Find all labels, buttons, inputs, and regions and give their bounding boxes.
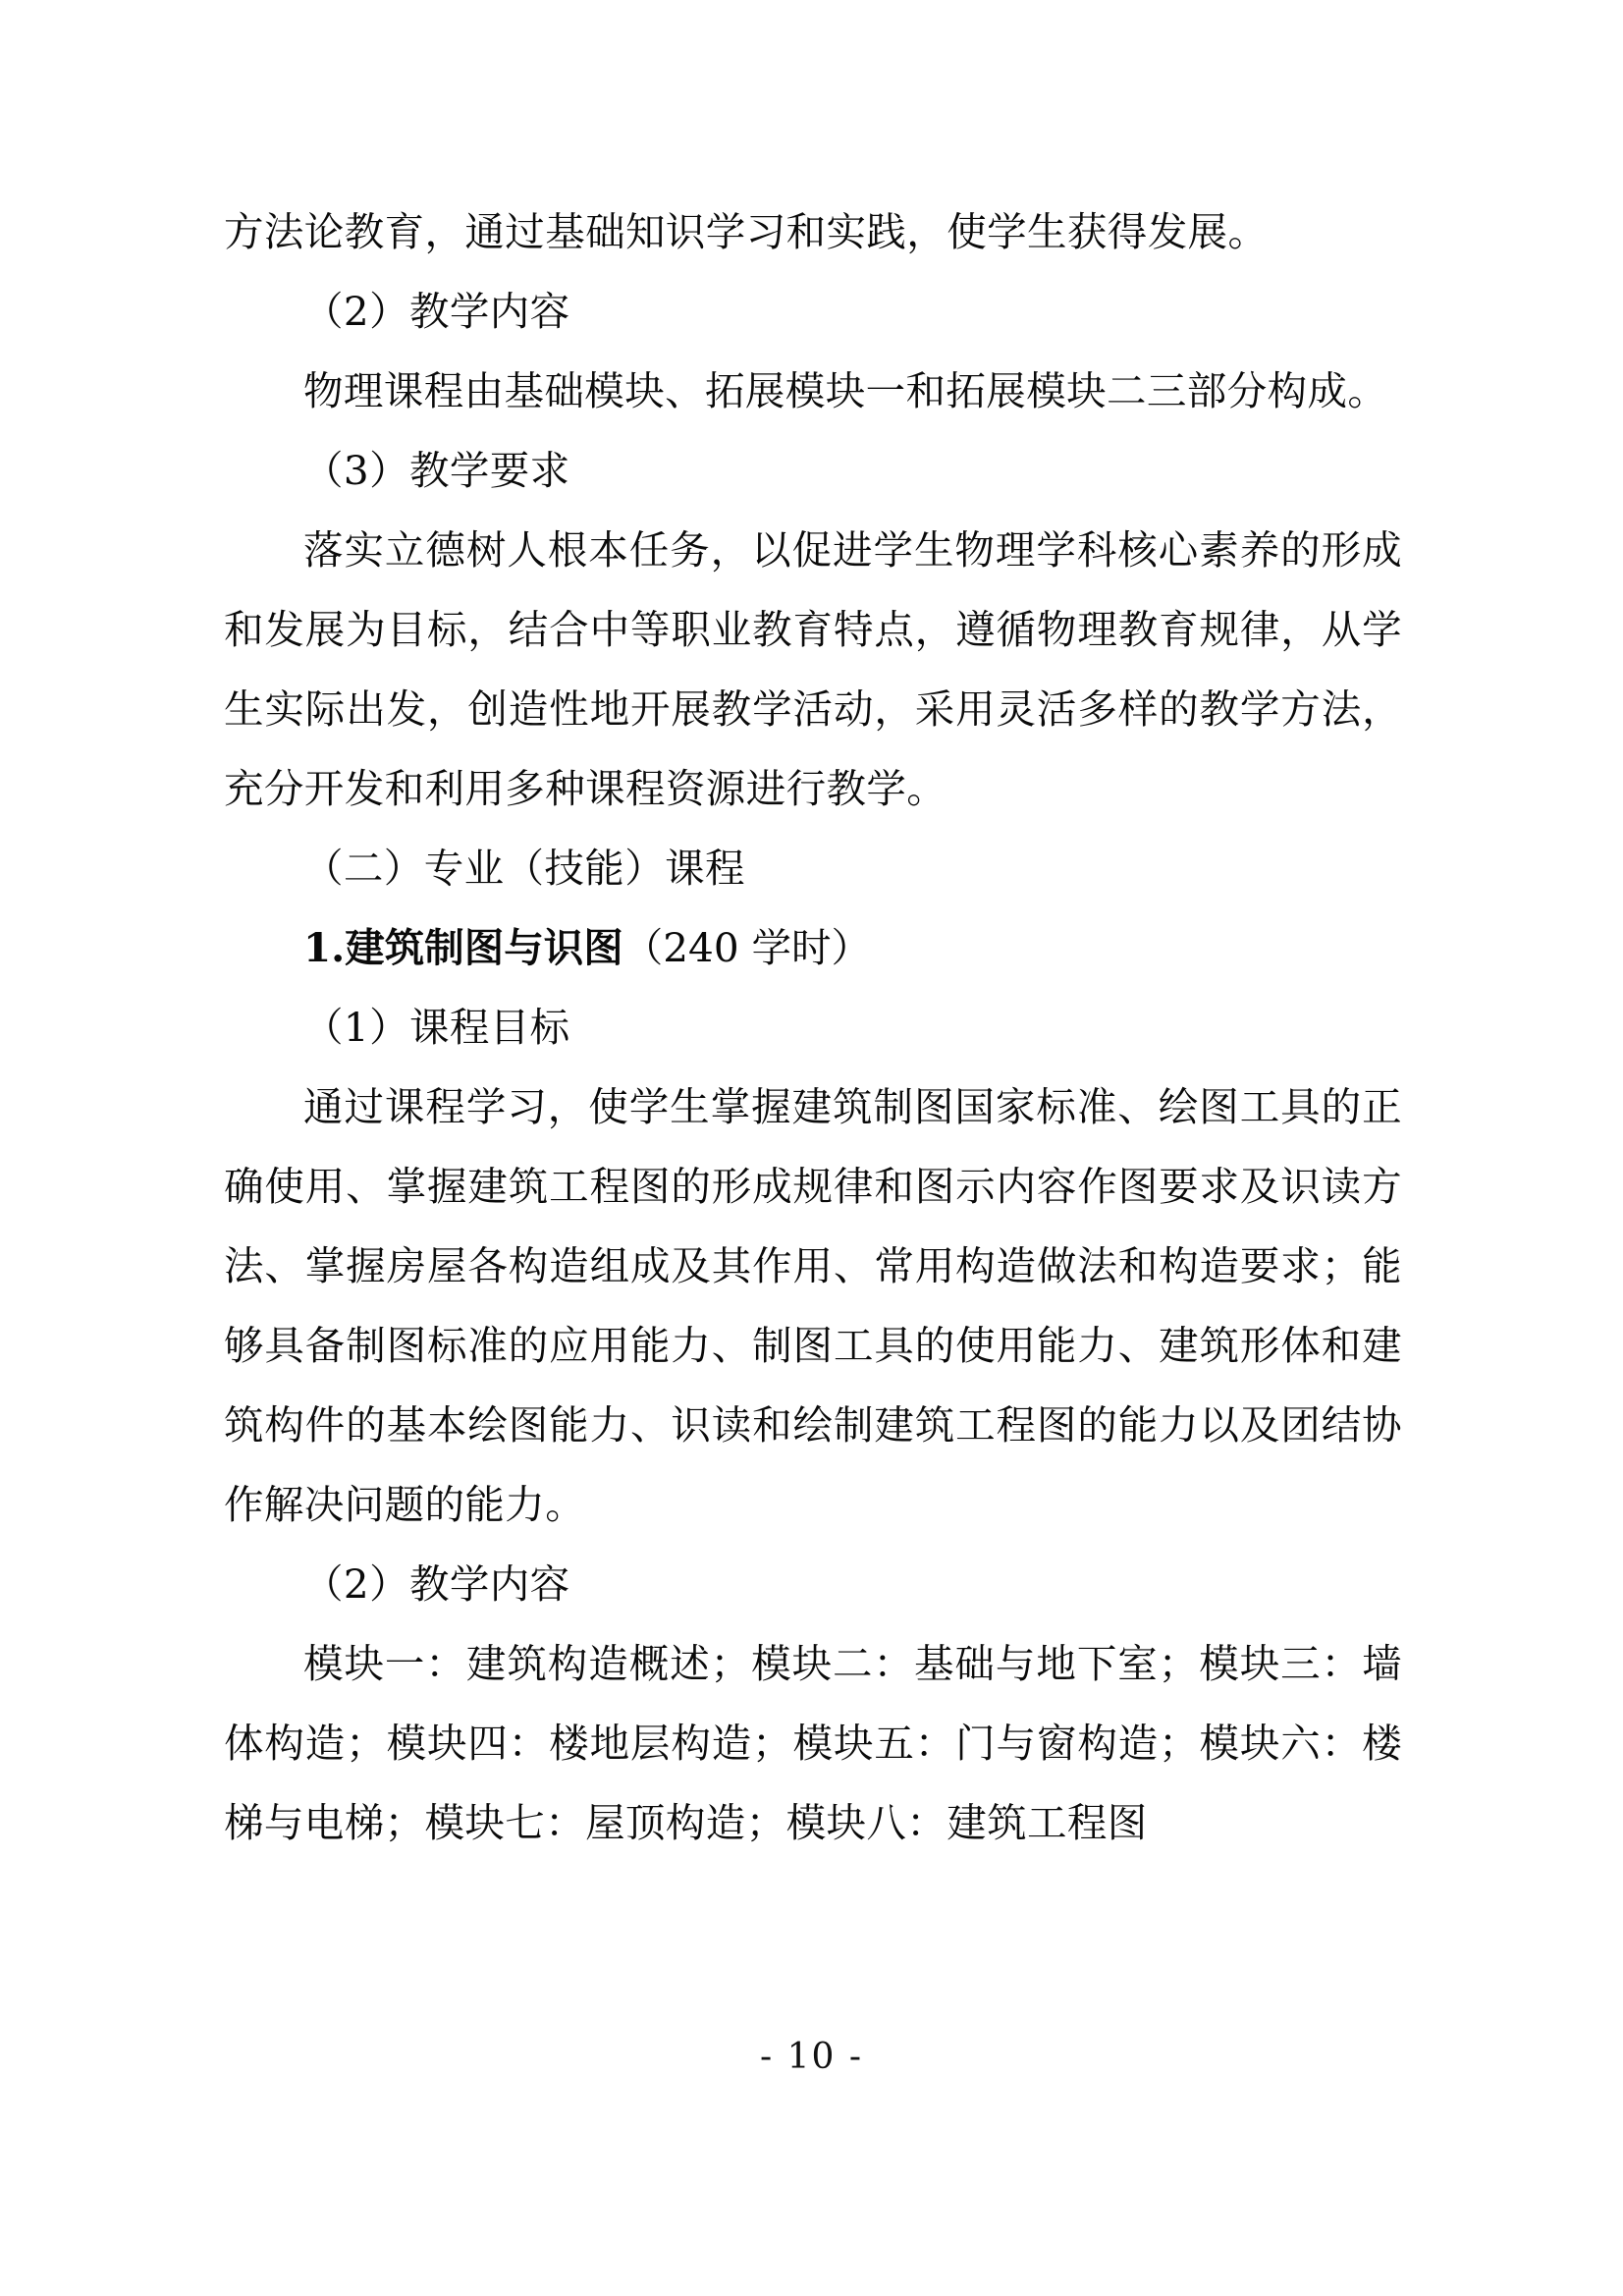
paragraph-course-objective-heading: （1）课程目标 [303,1004,570,1051]
paragraph-teaching-content-heading: （2）教学内容 [303,288,570,335]
page-number: - 10 - [759,2037,864,2077]
paragraph-continuation: 方法论教育，通过基础知识学习和实践，使学生获得发展。 [224,208,1269,255]
paragraph-course-objective-body: 通过课程学习，使学生掌握建筑制图国家标准、绘图工具的正确使用、掌握建筑工程图的形成规律和图示内容作图要求及识读方法、掌握房屋各构造组成及其作用、常用构造做法和构造要求；能够具备制图标准的应用能力、制图工具的使用能力、建筑形体和建筑构件的基本绘图能力、识读和绘制建筑工程图的能力以及团结协作解决问题的能力。 [224,1083,1402,1528]
paragraph-teaching-requirements-body: 落实立德树人根本任务，以促进学生物理学科核心素养的形成和发展为目标，结合中等职业教育特点，遵循物理教育规律，从学生实际出发，创造性地开展教学活动，采用灵活多样的教学方法，充分开发和利用多种课程资源进行教学。 [224,526,1402,812]
page-body [224,192,1402,1863]
paragraph-teaching-requirements-heading: （3）教学要求 [303,447,570,494]
heading-course-title: 1.建筑制图与识图 [303,924,623,971]
paragraph-physics-modules: 物理课程由基础模块、拓展模块一和拓展模块二三部分构成。 [303,367,1388,414]
paragraph-course-content-modules: 模块一：建筑构造概述；模块二：基础与地下室；模块三：墙体构造；模块四：楼地层构造；模块五：门与窗构造；模块六：楼梯与电梯；模块七：屋顶构造；模块八：建筑工程图 [224,1640,1402,1846]
paragraph-section-professional-courses: （二）专业（技能）课程 [303,845,745,892]
paragraph-course-content-heading: （2）教学内容 [303,1560,570,1608]
heading-course-hours: （240 学时） [622,924,871,971]
heading-course-architectural-drawing [224,908,1402,988]
